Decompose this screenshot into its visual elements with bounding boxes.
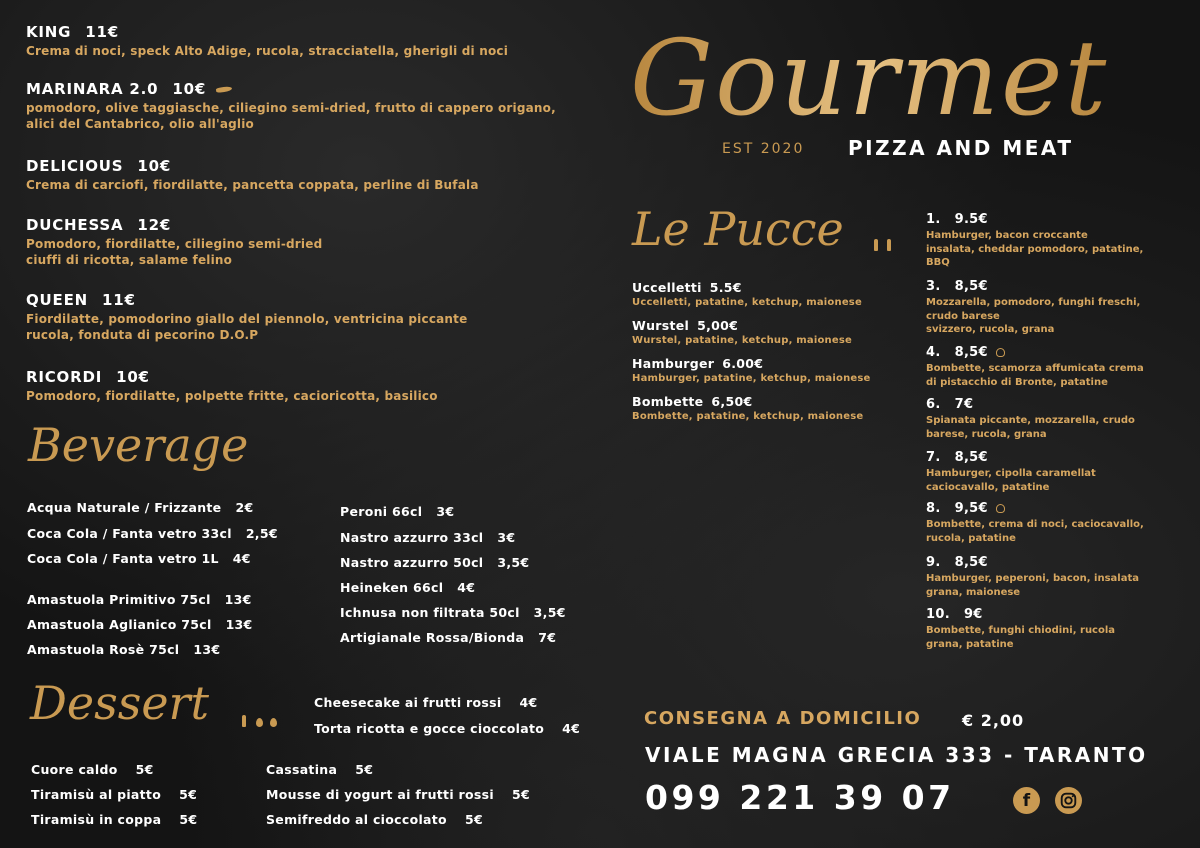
pucce-icons: [872, 232, 891, 251]
item-description: Mozzarella, pomodoro, funghi freschi,: [926, 297, 1141, 308]
pucce-description: Hamburger, patatine, ketchup, maionese: [632, 373, 871, 384]
item-description: Hamburger, cipolla caramellat: [926, 468, 1096, 479]
pucce-description: Wurstel, patatine, ketchup, maionese: [632, 335, 852, 346]
pucce-name: Hamburger: [632, 356, 715, 371]
dessert-item: [266, 762, 373, 777]
item-number: 10.: [926, 607, 950, 622]
item-price: 8,5€: [954, 450, 988, 465]
item-price: 8,5€: [954, 345, 988, 360]
numbered-item: [926, 279, 988, 294]
item-description: barese, rucola, grana: [926, 428, 1047, 440]
item-description: di pistacchio di Bronte, patatine: [926, 376, 1108, 388]
item-description: Hamburger, bacon croccante: [926, 230, 1088, 241]
brand-tagline: PIZZA AND MEAT: [848, 136, 1074, 160]
dessert-price: 5€: [511, 787, 530, 802]
address: VIALE MAGNA GRECIA 333 - TARANTO: [645, 743, 1148, 767]
item-description: grana, patatine: [926, 638, 1014, 650]
pizza-name: [26, 216, 171, 234]
dessert-name: Torta ricotta e gocce cioccolato: [314, 721, 545, 736]
skull-icon: [996, 348, 1005, 357]
pizza-price: 10€: [172, 80, 207, 98]
item-number: 9.: [926, 555, 941, 570]
item-price: 8,5€: [954, 555, 988, 570]
egg-icon: [270, 718, 277, 727]
beverage-name: Coca Cola / Fanta vetro 1L: [27, 551, 219, 566]
beverage-price: 7€: [538, 630, 557, 645]
item-number: 1.: [926, 212, 941, 227]
dessert-price: 5€: [179, 812, 198, 827]
pizza-description: Fiordilatte, pomodorino giallo del piennolo, ventricina piccante: [26, 312, 468, 326]
pucce-item: [632, 318, 738, 333]
beverage-price: 3,5€: [533, 605, 566, 620]
item-description: Bombette, scamorza affumicata crema: [926, 363, 1144, 374]
beverage-item: [27, 592, 252, 607]
pizza-name: [26, 368, 150, 386]
beverage-item: [340, 530, 515, 545]
chili-icon: [216, 86, 233, 93]
item-description: svizzero, rucola, grana: [926, 324, 1055, 335]
pizza-description: alici del Cantabrico, olio all'aglio: [26, 117, 254, 131]
item-price: 9.5€: [954, 212, 988, 227]
beverage-item: [27, 551, 251, 566]
item-description: caciocavallo, patatine: [926, 481, 1050, 493]
delivery-price: € 2,00: [962, 711, 1025, 730]
pucce-item: [632, 280, 742, 295]
pucce-name: Bombette: [632, 394, 704, 409]
beverage-name: Coca Cola / Fanta vetro 33cl: [27, 526, 232, 541]
item-description: insalata, cheddar pomodoro, patatine,: [926, 243, 1144, 255]
pizza-description: ciuffi di ricotta, salame felino: [26, 253, 233, 267]
pizza-description: Pomodoro, fiordilatte, polpette fritte, cacioricotta, basilico: [26, 389, 438, 403]
instagram-icon[interactable]: [1055, 787, 1082, 814]
pucce-price: 6,50€: [711, 394, 753, 409]
beverage-item: [340, 580, 475, 595]
skull-icon: [996, 504, 1005, 513]
pucce-description: Bombette, patatine, ketchup, maionese: [632, 411, 864, 422]
beverage-name: Ichnusa non filtrata 50cl: [340, 605, 520, 620]
beverage-price: 3€: [436, 504, 455, 519]
facebook-icon[interactable]: f: [1013, 787, 1040, 814]
pizza-description: Crema di carciofi, fiordilatte, pancetta coppata, perline di Bufala: [26, 178, 479, 192]
dessert-name: Cheesecake ai frutti rossi: [314, 695, 502, 710]
beverage-item: [27, 526, 278, 541]
dessert-item: [314, 721, 580, 736]
item-description: Spianata piccante, mozzarella, crudo: [926, 415, 1135, 426]
bottle-icon: [242, 715, 246, 727]
dessert-price: 5€: [135, 762, 154, 777]
dessert-name: Semifreddo al cioccolato: [266, 812, 447, 827]
bottle-icon: [887, 239, 891, 251]
dessert-name: Mousse di yogurt ai frutti rossi: [266, 787, 494, 802]
pizza-price: 12€: [137, 216, 172, 234]
beverage-item: [340, 504, 454, 519]
beverage-item: [340, 630, 556, 645]
pizza-title: MARINARA 2.0: [26, 80, 159, 98]
pizza-name: [26, 23, 119, 41]
beverage-price: 3€: [497, 530, 516, 545]
pucce-price: 5,00€: [697, 318, 739, 333]
pizza-title: RICORDI: [26, 368, 103, 386]
beverage-item: [27, 642, 220, 657]
pizza-description: rucola, fonduta di pecorino D.O.P: [26, 328, 259, 342]
pizza-title: DELICIOUS: [26, 157, 124, 175]
dessert-item: [314, 695, 537, 710]
pizza-description: Crema di noci, speck Alto Adige, rucola, stracciatella, gherigli di noci: [26, 44, 509, 58]
phone-number[interactable]: 099 221 39 07: [645, 778, 955, 817]
pizza-name: [26, 291, 136, 309]
item-price: 7€: [954, 397, 974, 412]
beverage-name: Artigianale Rossa/Bionda: [340, 630, 525, 645]
pucce-description: Uccelletti, patatine, ketchup, maionese: [632, 297, 862, 308]
beverage-name: Nastro azzurro 50cl: [340, 555, 484, 570]
beverage-name: Amastuola Primitivo 75cl: [27, 592, 211, 607]
numbered-item: [926, 397, 973, 412]
dessert-icons: [240, 708, 277, 727]
numbered-item: [926, 607, 983, 622]
dessert-price: 5€: [464, 812, 483, 827]
numbered-item: [926, 555, 988, 570]
beverage-price: 13€: [224, 592, 252, 607]
beverage-name: Nastro azzurro 33cl: [340, 530, 484, 545]
beverage-name: Heineken 66cl: [340, 580, 444, 595]
beverage-title: Beverage: [28, 418, 249, 472]
beverage-price: 4€: [232, 551, 251, 566]
numbered-item: [926, 212, 988, 227]
dessert-item: [266, 812, 483, 827]
item-price: 9,5€: [954, 501, 988, 516]
pucce-name: Uccelletti: [632, 280, 702, 295]
item-number: 8.: [926, 501, 941, 516]
beverage-item: [340, 605, 566, 620]
beverage-price: 2€: [235, 500, 254, 515]
dessert-price: 4€: [519, 695, 538, 710]
dessert-item: [31, 812, 197, 827]
beverage-item: [27, 500, 253, 515]
item-price: 8,5€: [954, 279, 988, 294]
dessert-title: Dessert: [30, 676, 210, 730]
pucce-title: Le Pucce: [632, 202, 844, 256]
dessert-price: 5€: [179, 787, 198, 802]
pizza-title: KING: [26, 23, 72, 41]
dessert-item: [31, 762, 154, 777]
dessert-name: Tiramisù al piatto: [31, 787, 162, 802]
item-price: 9€: [963, 607, 983, 622]
beverage-name: Amastuola Rosè 75cl: [27, 642, 180, 657]
item-description: Hamburger, peperoni, bacon, insalata: [926, 573, 1139, 584]
item-description: rucola, patatine: [926, 532, 1016, 544]
item-description: grana, maionese: [926, 586, 1021, 598]
pucce-price: 5.5€: [709, 280, 742, 295]
dessert-name: Cuore caldo: [31, 762, 118, 777]
pucce-name: Wurstel: [632, 318, 690, 333]
pizza-title: QUEEN: [26, 291, 88, 309]
item-description: crudo barese: [926, 310, 1000, 322]
item-number: 3.: [926, 279, 941, 294]
numbered-item: [926, 345, 1005, 360]
beverage-name: Peroni 66cl: [340, 504, 423, 519]
pizza-price: 10€: [137, 157, 172, 175]
dessert-name: Tiramisù in coppa: [31, 812, 162, 827]
pizza-price: 11€: [85, 23, 119, 41]
item-description: BBQ: [926, 257, 950, 268]
instagram-glyph: [1060, 792, 1077, 809]
beverage-item: [340, 555, 529, 570]
pizza-title: DUCHESSA: [26, 216, 124, 234]
pizza-description: Pomodoro, fiordilatte, ciliegino semi-dried: [26, 237, 323, 251]
bottle-icon: [874, 239, 878, 251]
beverage-price: 2,5€: [245, 526, 278, 541]
pizza-name: [26, 80, 232, 98]
beverage-price: 3,5€: [497, 555, 530, 570]
numbered-item: [926, 501, 1005, 516]
beverage-name: Amastuola Aglianico 75cl: [27, 617, 212, 632]
pucce-item: [632, 356, 763, 371]
pizza-description: pomodoro, olive taggiasche, ciliegino semi-dried, frutto di cappero origano,: [26, 101, 556, 115]
beverage-price: 4€: [457, 580, 476, 595]
pucce-item: [632, 394, 752, 409]
dessert-item: [31, 787, 197, 802]
pucce-price: 6.00€: [722, 356, 764, 371]
item-number: 4.: [926, 345, 941, 360]
numbered-item: [926, 450, 988, 465]
dessert-name: Cassatina: [266, 762, 338, 777]
pizza-price: 10€: [116, 368, 150, 386]
dessert-price: 4€: [562, 721, 581, 736]
egg-icon: [256, 718, 263, 727]
pizza-price: 11€: [101, 291, 136, 309]
item-description: Bombette, funghi chiodini, rucola: [926, 625, 1116, 636]
dessert-item: [266, 787, 530, 802]
beverage-name: Acqua Naturale / Frizzante: [27, 500, 222, 515]
dessert-price: 5€: [355, 762, 374, 777]
item-number: 7.: [926, 450, 941, 465]
delivery-label: CONSEGNA A DOMICILIO: [644, 708, 922, 729]
beverage-price: 13€: [193, 642, 221, 657]
brand-logo: Gourmet: [630, 17, 1109, 139]
beverage-price: 13€: [225, 617, 253, 632]
item-description: Bombette, crema di noci, caciocavallo,: [926, 519, 1144, 530]
pizza-name: [26, 157, 171, 175]
brand-est: EST 2020: [722, 141, 805, 157]
item-number: 6.: [926, 397, 941, 412]
beverage-item: [27, 617, 253, 632]
